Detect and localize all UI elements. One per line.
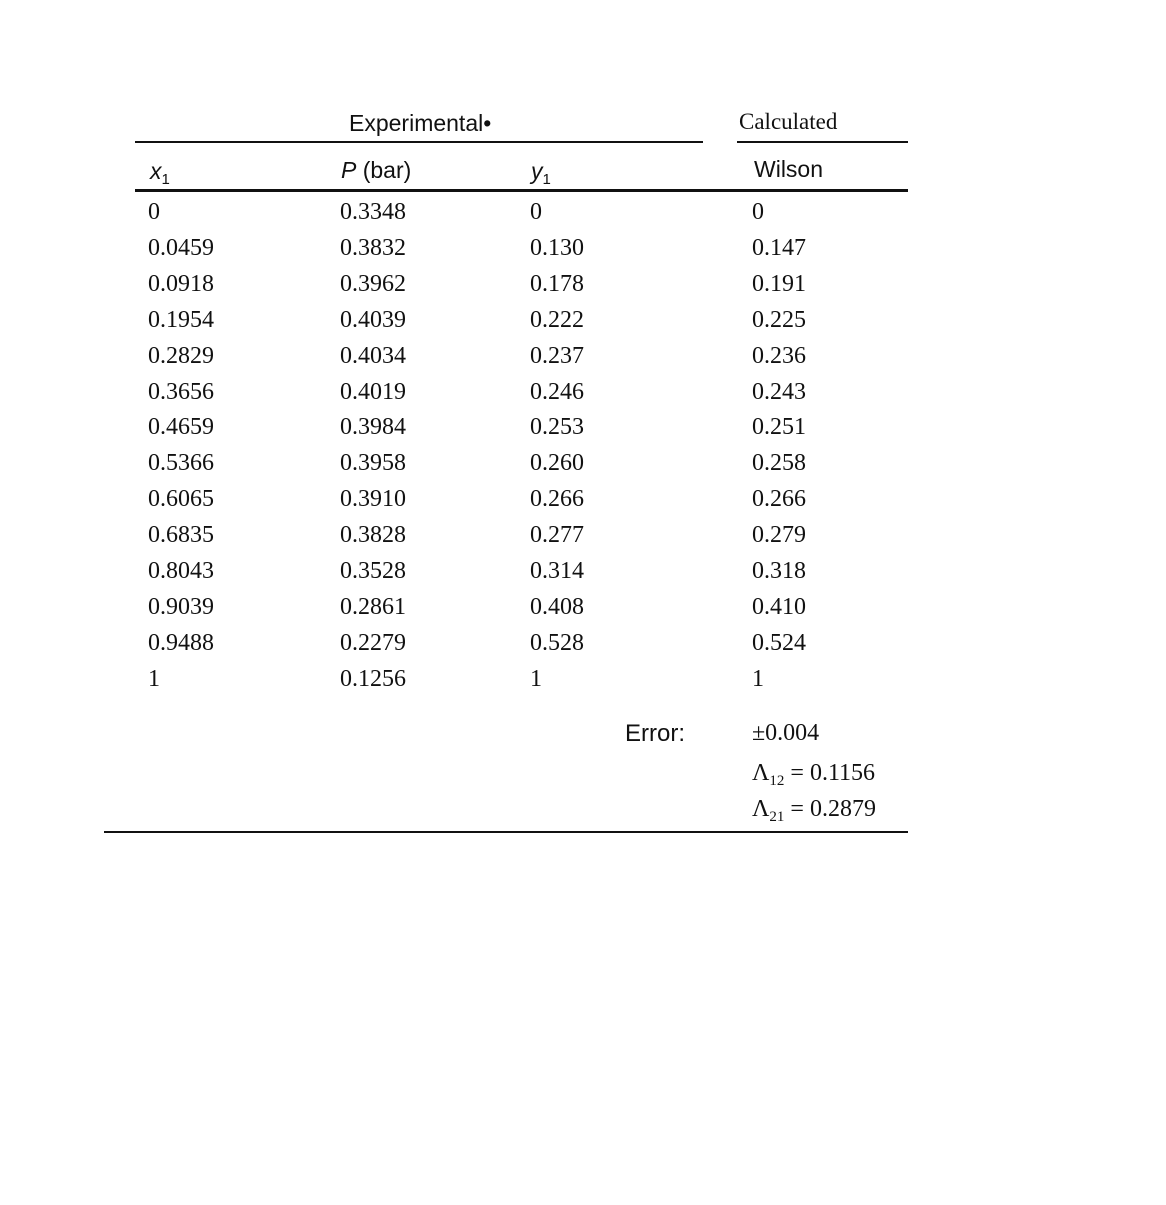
wilson-cell: 0.251 — [752, 414, 806, 440]
y1-cell: 0.246 — [530, 379, 584, 405]
wilson-cell: 0.258 — [752, 450, 806, 476]
top-rule-calculated — [737, 141, 908, 143]
y1-cell: 0.260 — [530, 450, 584, 476]
y1-cell: 0.277 — [530, 522, 584, 548]
pressure-cell: 0.2279 — [340, 630, 406, 656]
y1-cell: 0.528 — [530, 630, 584, 656]
wilson-cell: 1 — [752, 666, 764, 692]
pressure-cell: 0.3828 — [340, 522, 406, 548]
wilson-cell: 0.410 — [752, 594, 806, 620]
wilson-cell: 0.243 — [752, 379, 806, 405]
wilson-cell: 0.266 — [752, 486, 806, 512]
pressure-cell: 0.3984 — [340, 414, 406, 440]
header-rule — [135, 189, 908, 192]
x1-cell: 0.2829 — [148, 343, 214, 369]
x1-cell: 0.1954 — [148, 307, 214, 333]
y1-cell: 0.222 — [530, 307, 584, 333]
pressure-cell: 0.3910 — [340, 486, 406, 512]
x1-cell: 0.9039 — [148, 594, 214, 620]
column-header-x1: $x_1$ — [150, 158, 170, 188]
x1-cell: 0.4659 — [148, 414, 214, 440]
y1-cell: 0.253 — [530, 414, 584, 440]
wilson-cell: 0.225 — [752, 307, 806, 333]
lambda-21-value: $\Lambda_{21} = 0.2879$ — [752, 796, 876, 825]
y1-cell: 0.408 — [530, 594, 584, 620]
y1-cell: 0.266 — [530, 486, 584, 512]
y1-cell: 0 — [530, 199, 542, 225]
pressure-cell: 0.3832 — [340, 235, 406, 261]
column-header-pressure: P (bar) — [341, 157, 412, 183]
bottom-rule — [104, 831, 908, 833]
x1-cell: 0.8043 — [148, 558, 214, 584]
wilson-cell: 0.318 — [752, 558, 806, 584]
calculated-header: Calculated — [739, 109, 838, 134]
wilson-cell: 0.236 — [752, 343, 806, 369]
pressure-cell: 0.3528 — [340, 558, 406, 584]
y1-cell: 0.130 — [530, 235, 584, 261]
column-header-wilson: Wilson — [754, 156, 824, 182]
y1-cell: 0.314 — [530, 558, 584, 584]
pressure-cell: 0.2861 — [340, 594, 406, 620]
y1-cell: 0.178 — [530, 271, 584, 297]
wilson-cell: 0.191 — [752, 271, 806, 297]
pressure-cell: 0.3348 — [340, 199, 406, 225]
y1-cell: 0.237 — [530, 343, 584, 369]
top-rule-experimental — [135, 141, 703, 143]
x1-cell: 0 — [148, 199, 160, 225]
column-header-y1: $y_1$ — [531, 158, 551, 188]
pressure-cell: 0.4019 — [340, 379, 406, 405]
x1-cell: 0.5366 — [148, 450, 214, 476]
x1-cell: 0.6065 — [148, 486, 214, 512]
x1-cell: 0.6835 — [148, 522, 214, 548]
x1-cell: 0.0459 — [148, 235, 214, 261]
y1-cell: 1 — [530, 666, 542, 692]
x1-cell: 1 — [148, 666, 160, 692]
lambda-12-value: $\Lambda_{12} = 0.1156$ — [752, 760, 876, 789]
wilson-cell: 0.279 — [752, 522, 806, 548]
wilson-cell: 0.524 — [752, 630, 806, 656]
x1-cell: 0.9488 — [148, 630, 214, 656]
pressure-cell: 0.4034 — [340, 343, 406, 369]
x1-cell: 0.0918 — [148, 271, 214, 297]
error-value: ±0.004 — [752, 720, 820, 746]
error-label: Error: — [625, 720, 685, 747]
pressure-cell: 0.1256 — [340, 666, 406, 692]
wilson-cell: 0 — [752, 199, 764, 225]
pressure-cell: 0.3962 — [340, 271, 406, 297]
pressure-cell: 0.3958 — [340, 450, 406, 476]
experimental-header: Experimental• — [349, 110, 492, 136]
wilson-cell: 0.147 — [752, 235, 806, 261]
pressure-cell: 0.4039 — [340, 307, 406, 333]
x1-cell: 0.3656 — [148, 379, 214, 405]
